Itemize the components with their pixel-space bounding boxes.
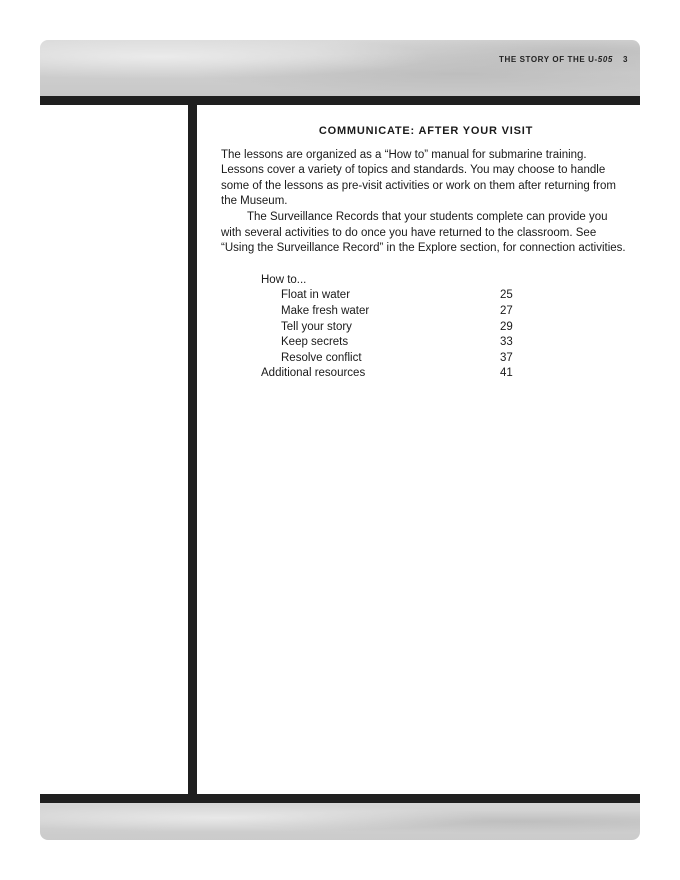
bottom-rule <box>40 794 640 803</box>
lesson-item <box>261 288 561 304</box>
header-band <box>40 40 640 96</box>
footer-band <box>40 803 640 840</box>
top-rule <box>40 96 640 105</box>
lesson-item <box>261 335 561 351</box>
main-content <box>221 124 631 382</box>
lesson-list-heading-row <box>261 273 561 289</box>
lesson-item-label: Float in water <box>281 289 351 302</box>
lesson-item-page: 37 <box>500 351 513 364</box>
left-rule <box>188 96 197 804</box>
additional-resources-page: 41 <box>500 367 513 380</box>
lesson-item <box>261 351 561 367</box>
lesson-item <box>261 304 561 320</box>
running-header <box>499 55 628 64</box>
additional-resources-label: Additional resources <box>261 367 366 380</box>
lesson-item-page: 33 <box>500 336 513 349</box>
lesson-item-label: Resolve conflict <box>281 351 362 364</box>
lesson-list <box>261 273 561 382</box>
running-header-issue: 505 <box>597 55 613 64</box>
lesson-item-label: Make fresh water <box>281 304 370 317</box>
lesson-item-page: 27 <box>500 304 513 317</box>
lesson-item-label: Keep secrets <box>281 336 349 349</box>
lesson-list-heading: How to... <box>261 273 307 286</box>
lesson-item-page: 29 <box>500 320 513 333</box>
surveillance-paragraph: The Surveillance Records that your students complete can provide you with several activities to do once you have returned to the classroom. See “Using the Surveillance Record” in the Explore section, for connection activities. <box>221 210 626 255</box>
lesson-item-label: Tell your story <box>281 320 352 333</box>
lesson-item <box>261 320 561 336</box>
running-header-title: THE STORY OF THE U- <box>498 55 598 64</box>
section-title: COMMUNICATE: AFTER YOUR VISIT <box>318 125 534 137</box>
intro-paragraph: The lessons are organized as a “How to” manual for submarine training. Lessons cover a variety of topics and standards. You may choose to handle some of the lessons as pre-visit activities or work on them after returning from the Museum. <box>221 148 616 208</box>
lesson-item-page: 25 <box>500 289 513 302</box>
page-number: 3 <box>622 55 628 64</box>
additional-resources-row <box>261 366 561 382</box>
